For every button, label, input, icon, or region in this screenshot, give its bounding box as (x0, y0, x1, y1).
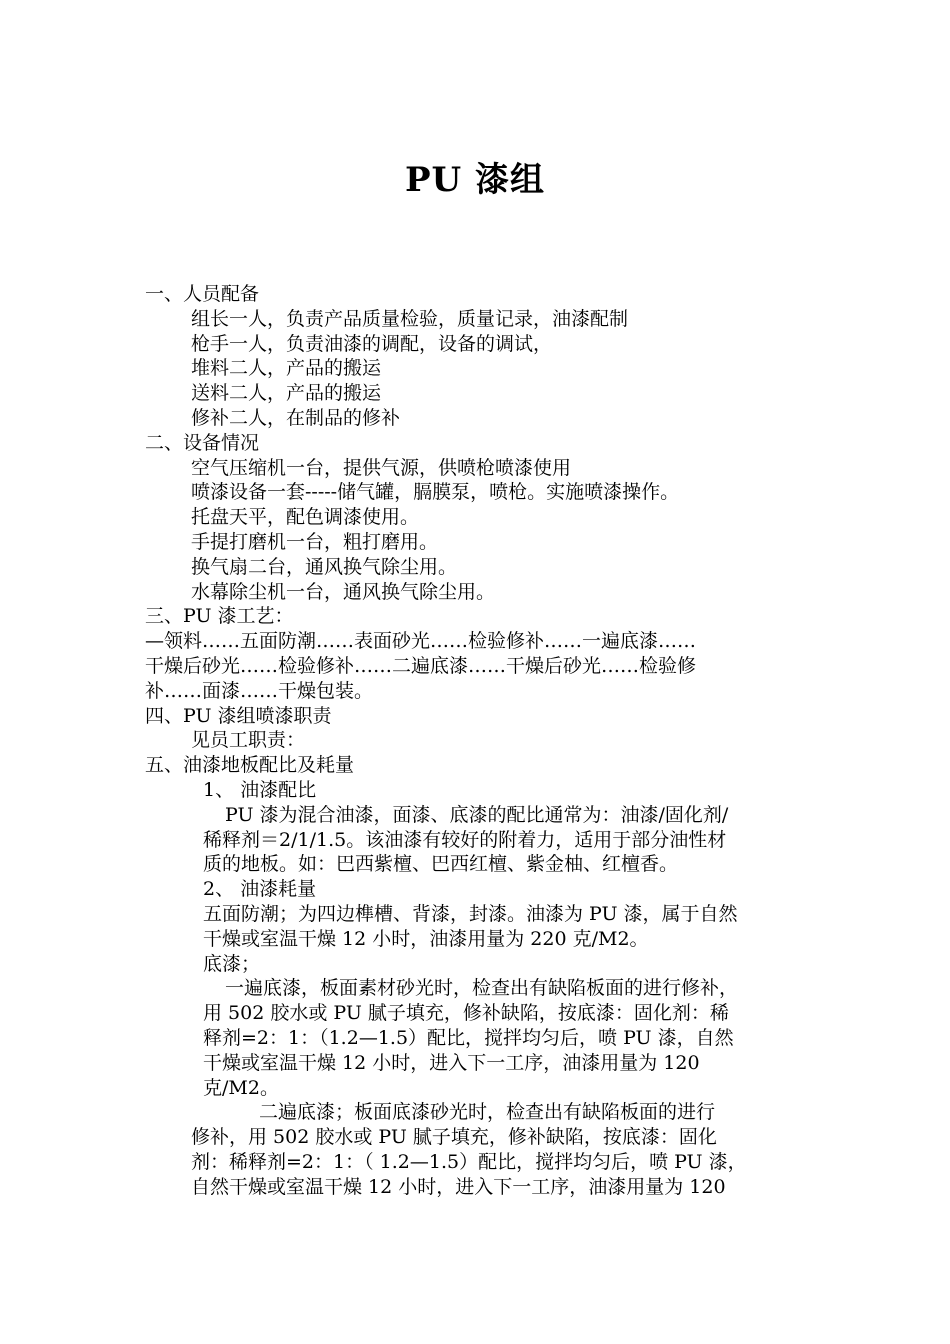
section-heading-duties: 四、PU 漆组喷漆职责 (145, 704, 332, 727)
text-line: 二遍底漆；板面底漆砂光时，检查出有缺陷板面的进行 (259, 1101, 716, 1124)
text-line: 修补，用 502 胶水或 PU 腻子填充，修补缺陷，按底漆：固化 (191, 1126, 717, 1149)
text-line: 送料二人，产品的搬运 (191, 382, 382, 405)
text-line: 托盘天平，配色调漆使用。 (191, 506, 420, 529)
text-line: 五面防潮；为四边榫槽、背漆，封漆。油漆为 PU 漆，属于自然 (203, 902, 738, 925)
text-line: 底漆； (203, 952, 261, 975)
section-heading-staffing: 一、人员配备 (145, 283, 260, 305)
text-line: 用 502 胶水或 PU 腻子填充，修补缺陷，按底漆：固化剂：稀 (203, 1002, 729, 1025)
text-line: 干燥后砂光……检验修补……二遍底漆……干燥后砂光……检验修 (145, 654, 697, 677)
text-line: 质的地板。如：巴西紫檀、巴西红檀、紫金柚、红檀香。 (203, 853, 679, 876)
document-title: PU 漆组 (404, 160, 546, 200)
text-line: 手提打磨机一台，粗打磨用。 (191, 530, 439, 553)
text-line: 见员工职责： (191, 729, 306, 752)
text-line: 空气压缩机一台，提供气源，供喷枪喷漆使用 (191, 456, 572, 479)
subheading-consumption: 2、 油漆耗量 (203, 878, 317, 901)
text-line: 释剂=2：1：（1.2—1.5）配比，搅拌均匀后，喷 PU 漆，自然 (203, 1026, 734, 1049)
text-line: 换气扇二台，通风换气除尘用。 (191, 555, 458, 578)
text-line: 喷漆设备一套-----储气罐，膈膜泵，喷枪。实施喷漆操作。 (191, 481, 680, 504)
text-line: 稀释剂＝2/1/1.5。该油漆有较好的附着力，适用于部分油性材 (203, 828, 727, 851)
text-line: 干燥或室温干燥 12 小时，进入下一工序，油漆用量为 120 (203, 1051, 700, 1074)
text-line: —领料……五面防潮……表面砂光……检验修补……一遍底漆…… (145, 630, 697, 653)
document-body (145, 282, 825, 1199)
section-heading-ratio: 五、油漆地板配比及耗量 (145, 754, 355, 777)
text-line: 干燥或室温干燥 12 小时，油漆用量为 220 克/M2。 (203, 927, 649, 950)
text-line: 组长一人，负责产品质量检验，质量记录，油漆配制 (191, 307, 629, 330)
text-line: PU 漆为混合油漆，面漆、底漆的配比通常为：油漆/固化剂/ (225, 803, 729, 826)
text-line: 枪手一人，负责油漆的调配，设备的调试， (191, 332, 553, 355)
section-heading-equipment: 二、设备情况 (145, 431, 260, 454)
text-line: 自然干燥或室温干燥 12 小时，进入下一工序，油漆用量为 120 (191, 1175, 726, 1198)
text-line: 剂：稀释剂=2：1：（ 1.2—1.5）配比，搅拌均匀后，喷 PU 漆， (191, 1150, 747, 1173)
text-line: 一遍底漆，板面素材砂光时，检查出有缺陷板面的进行修补， (225, 977, 739, 1000)
text-line: 补……面漆……干燥包装。 (145, 679, 374, 702)
text-line: 修补二人，在制品的修补 (191, 406, 401, 429)
text-line: 堆料二人，产品的搬运 (191, 357, 382, 380)
section-heading-process: 三、PU 漆工艺： (145, 605, 294, 628)
text-line: 水幕除尘机一台，通风换气除尘用。 (191, 580, 496, 603)
text-line: 克/M2。 (203, 1076, 279, 1099)
subheading-ratio: 1、 油漆配比 (203, 778, 317, 801)
